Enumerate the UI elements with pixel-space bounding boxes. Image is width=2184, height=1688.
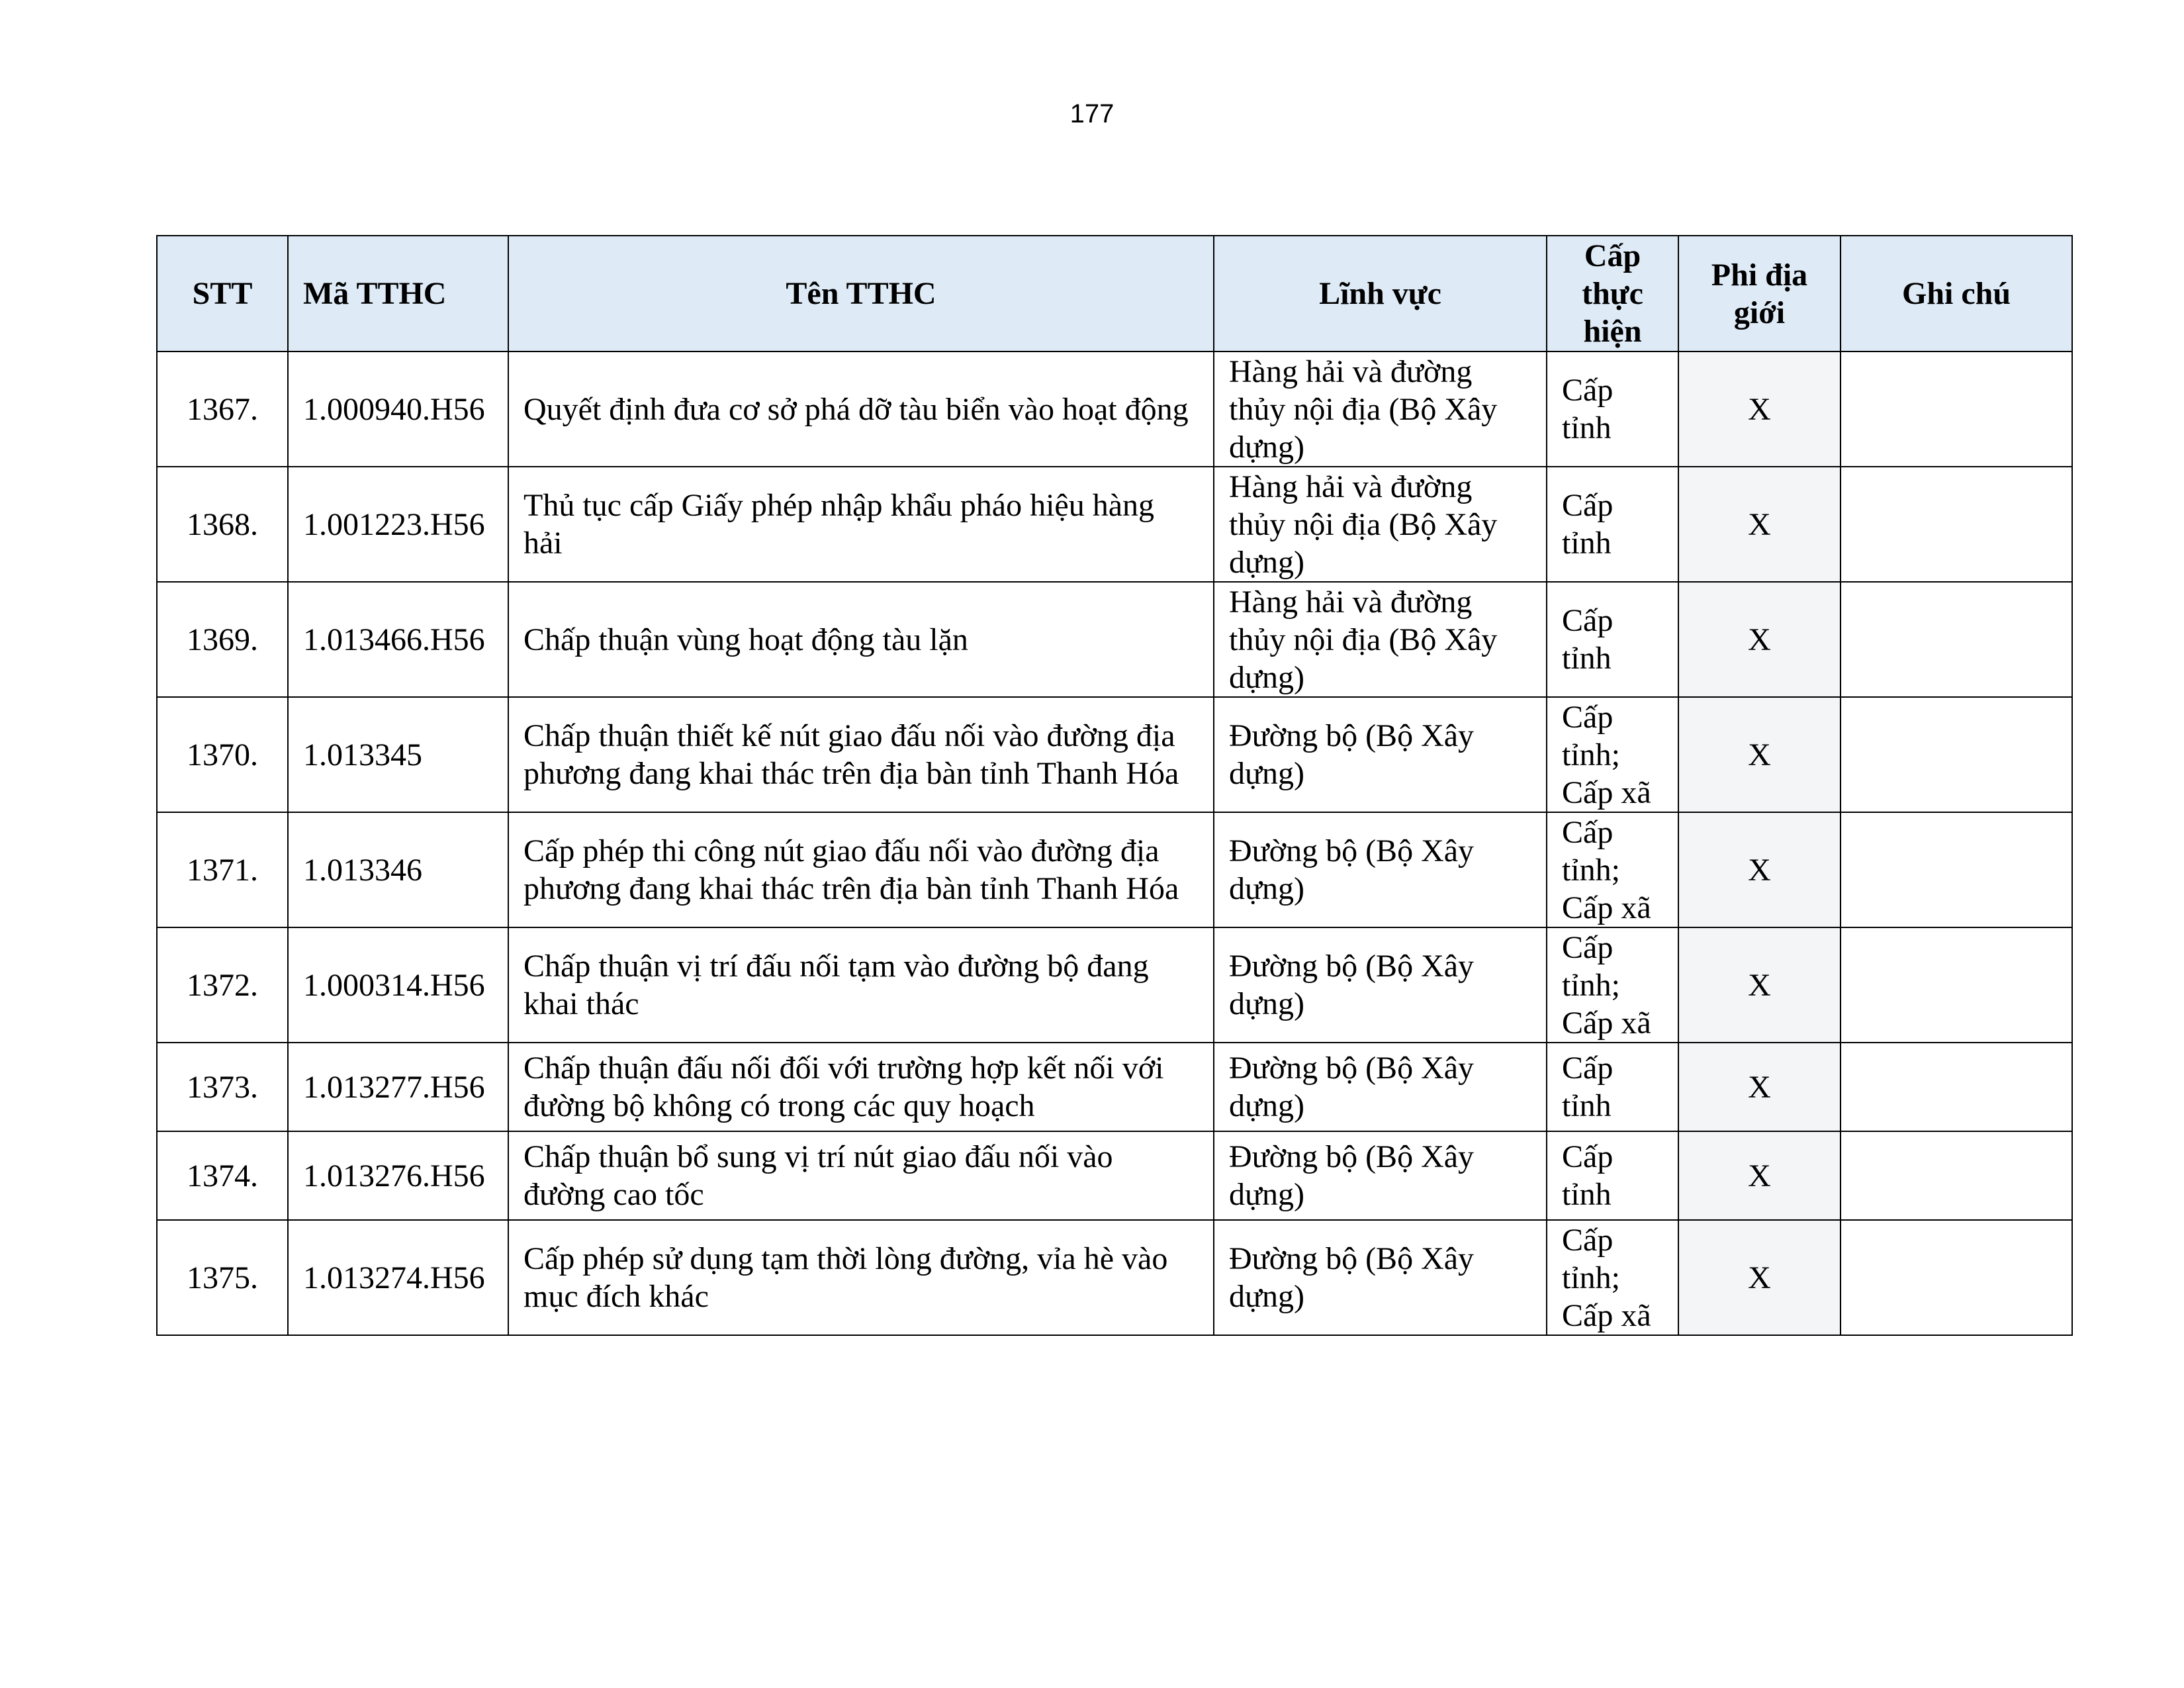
- cell-note: [1841, 812, 2072, 927]
- cell-field: Đường bộ (Bộ Xây dựng): [1214, 1043, 1547, 1131]
- table-row: [157, 352, 2072, 467]
- cell-non-boundary: X: [1678, 1220, 1841, 1335]
- table-row: [157, 1220, 2072, 1335]
- cell-field: Đường bộ (Bộ Xây dựng): [1214, 1220, 1547, 1335]
- cell-field: Đường bộ (Bộ Xây dựng): [1214, 697, 1547, 812]
- cell-non-boundary: X: [1678, 352, 1841, 467]
- cell-level: Cấp tỉnh: [1547, 582, 1678, 697]
- header-level: Cấp thực hiện: [1547, 236, 1678, 352]
- cell-note: [1841, 467, 2072, 582]
- cell-field: Đường bộ (Bộ Xây dựng): [1214, 927, 1547, 1043]
- cell-field: Đường bộ (Bộ Xây dựng): [1214, 812, 1547, 927]
- header-code: Mã TTHC: [288, 236, 508, 352]
- cell-name: Chấp thuận bổ sung vị trí nút giao đấu nối vào đường cao tốc: [508, 1131, 1214, 1220]
- cell-field: Hàng hải và đường thủy nội địa (Bộ Xây dựng): [1214, 352, 1547, 467]
- cell-name: Chấp thuận đấu nối đối với trường hợp kết nối với đường bộ không có trong các quy hoạch: [508, 1043, 1214, 1131]
- cell-name: Chấp thuận vùng hoạt động tàu lặn: [508, 582, 1214, 697]
- cell-note: [1841, 697, 2072, 812]
- cell-level: Cấp tỉnh; Cấp xã: [1547, 812, 1678, 927]
- table-row: [157, 697, 2072, 812]
- cell-stt: 1374.: [157, 1131, 288, 1220]
- cell-name: Cấp phép sử dụng tạm thời lòng đường, vỉa hè vào mục đích khác: [508, 1220, 1214, 1335]
- cell-stt: 1368.: [157, 467, 288, 582]
- header-stt: STT: [157, 236, 288, 352]
- table-row: [157, 582, 2072, 697]
- cell-level: Cấp tỉnh; Cấp xã: [1547, 1220, 1678, 1335]
- cell-level: Cấp tỉnh; Cấp xã: [1547, 927, 1678, 1043]
- cell-note: [1841, 1043, 2072, 1131]
- cell-field: Đường bộ (Bộ Xây dựng): [1214, 1131, 1547, 1220]
- table-row: [157, 1131, 2072, 1220]
- cell-non-boundary: X: [1678, 1043, 1841, 1131]
- cell-name: Chấp thuận vị trí đấu nối tạm vào đường bộ đang khai thác: [508, 927, 1214, 1043]
- cell-note: [1841, 1220, 2072, 1335]
- table-header-row: [157, 236, 2072, 352]
- cell-name: Chấp thuận thiết kế nút giao đấu nối vào đường địa phương đang khai thác trên địa bàn tỉnh Thanh Hóa: [508, 697, 1214, 812]
- cell-level: Cấp tỉnh: [1547, 1131, 1678, 1220]
- cell-non-boundary: X: [1678, 697, 1841, 812]
- cell-non-boundary: X: [1678, 467, 1841, 582]
- cell-level: Cấp tỉnh: [1547, 1043, 1678, 1131]
- cell-non-boundary: X: [1678, 582, 1841, 697]
- header-field: Lĩnh vực: [1214, 236, 1547, 352]
- cell-level: Cấp tỉnh: [1547, 352, 1678, 467]
- table-row: [157, 1043, 2072, 1131]
- cell-code: 1.013277.H56: [288, 1043, 508, 1131]
- cell-code: 1.013346: [288, 812, 508, 927]
- cell-stt: 1371.: [157, 812, 288, 927]
- cell-non-boundary: X: [1678, 927, 1841, 1043]
- cell-level: Cấp tỉnh: [1547, 467, 1678, 582]
- cell-name: Thủ tục cấp Giấy phép nhập khẩu pháo hiệu hàng hải: [508, 467, 1214, 582]
- header-name: Tên TTHC: [508, 236, 1214, 352]
- table-row: [157, 812, 2072, 927]
- cell-stt: 1375.: [157, 1220, 288, 1335]
- cell-code: 1.000940.H56: [288, 352, 508, 467]
- cell-note: [1841, 352, 2072, 467]
- cell-note: [1841, 1131, 2072, 1220]
- cell-name: Cấp phép thi công nút giao đấu nối vào đường địa phương đang khai thác trên địa bàn tỉnh Thanh Hóa: [508, 812, 1214, 927]
- cell-stt: 1369.: [157, 582, 288, 697]
- header-non-boundary: Phi địa giới: [1678, 236, 1841, 352]
- cell-code: 1.013274.H56: [288, 1220, 508, 1335]
- cell-stt: 1370.: [157, 697, 288, 812]
- cell-code: 1.000314.H56: [288, 927, 508, 1043]
- table-row: [157, 467, 2072, 582]
- cell-field: Hàng hải và đường thủy nội địa (Bộ Xây dựng): [1214, 467, 1547, 582]
- cell-stt: 1372.: [157, 927, 288, 1043]
- table-row: [157, 927, 2072, 1043]
- cell-level: Cấp tỉnh; Cấp xã: [1547, 697, 1678, 812]
- cell-name: Quyết định đưa cơ sở phá dỡ tàu biển vào hoạt động: [508, 352, 1214, 467]
- cell-non-boundary: X: [1678, 812, 1841, 927]
- cell-note: [1841, 582, 2072, 697]
- cell-code: 1.013466.H56: [288, 582, 508, 697]
- page-number: 177: [1069, 99, 1115, 128]
- cell-stt: 1367.: [157, 352, 288, 467]
- cell-non-boundary: X: [1678, 1131, 1841, 1220]
- cell-code: 1.001223.H56: [288, 467, 508, 582]
- cell-note: [1841, 927, 2072, 1043]
- procedures-table: [156, 235, 2073, 1336]
- header-note: Ghi chú: [1841, 236, 2072, 352]
- cell-stt: 1373.: [157, 1043, 288, 1131]
- cell-field: Hàng hải và đường thủy nội địa (Bộ Xây dựng): [1214, 582, 1547, 697]
- cell-code: 1.013345: [288, 697, 508, 812]
- cell-code: 1.013276.H56: [288, 1131, 508, 1220]
